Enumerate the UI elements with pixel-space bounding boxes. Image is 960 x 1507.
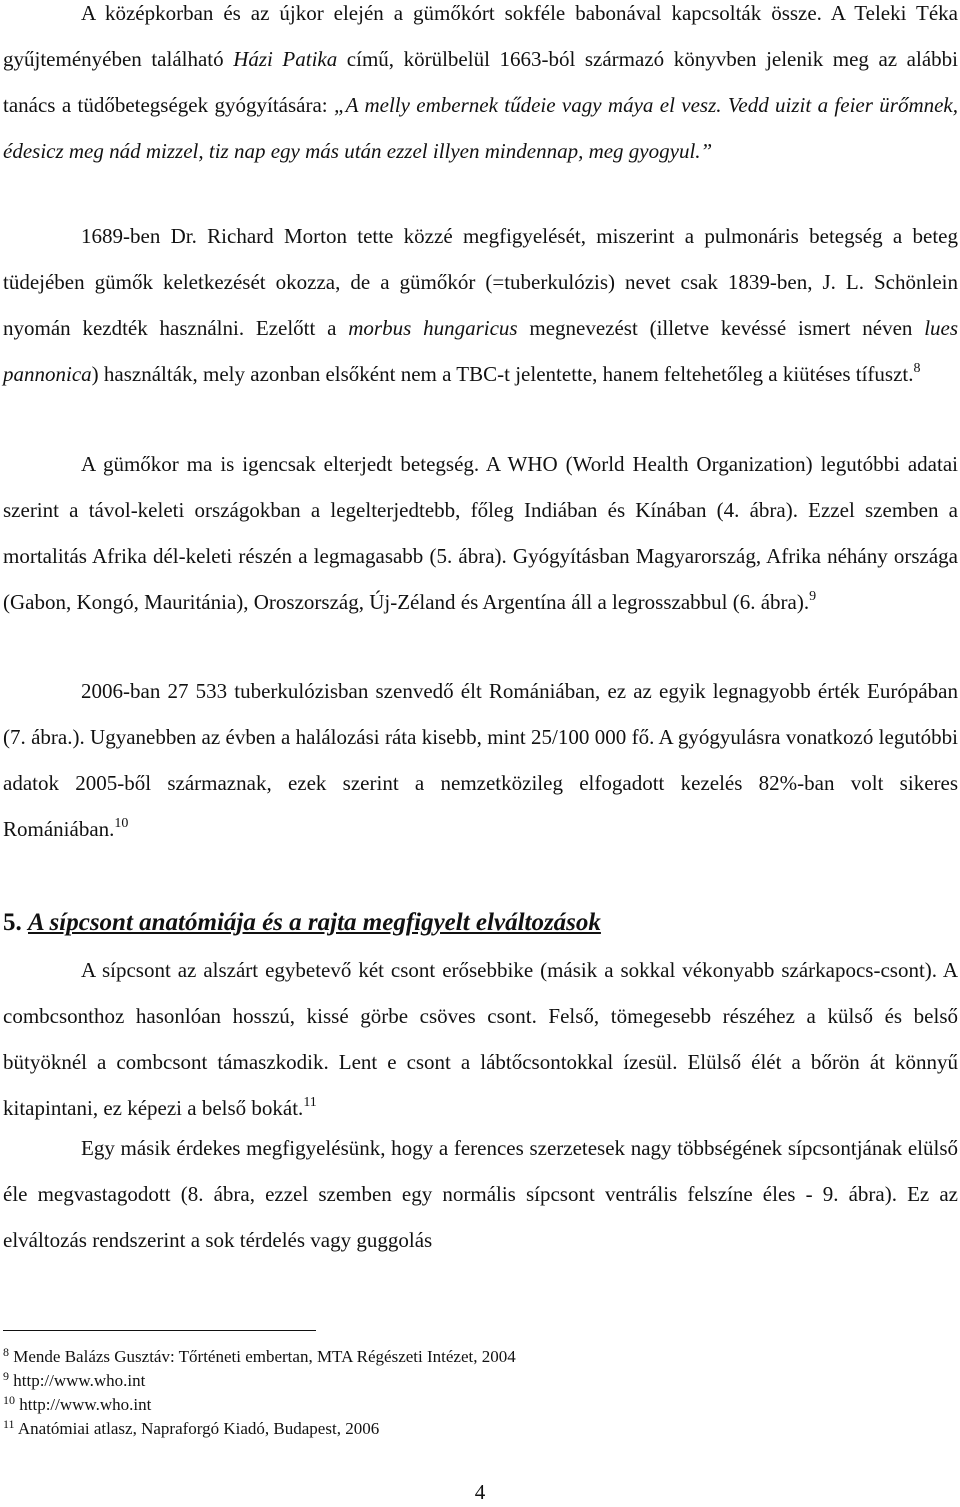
paragraph-who-data bbox=[0, 441, 960, 625]
text: A középkorban és az újkor elején a gümőkórt sokféle babonával kapcsolták össze. A Teleki Téka gyűjteményében található bbox=[3, 1, 958, 71]
footnote-link[interactable]: http://www.who.int bbox=[13, 1371, 146, 1390]
footnote-text: Anatómiai atlasz, Napraforgó Kiadó, Budapest, 2006 bbox=[17, 1419, 380, 1438]
text: megnevezést (illetve kevéssé ismert néven bbox=[517, 316, 925, 340]
page-number: 4 bbox=[474, 1480, 486, 1504]
text: 2006-ban 27 533 tuberkulózisban szenvedő élt Romániában, ez az egyik legnagyobb érték Európában (7. ábra.). Ugyanebben az évben a halálozási ráta kisebb, mint 25/100 000 fő. A gyógyulásra vonatkozó legutóbbi adatok 2005-ből származnak, ezek szerint a nemzetközileg elfogadott kezelés 82%-ban volt sikeres Romániában. bbox=[3, 679, 958, 841]
footnotes bbox=[3, 1345, 950, 1441]
paragraph-observation bbox=[0, 1125, 960, 1263]
footnote bbox=[3, 1369, 950, 1393]
footnote-ref: 11 bbox=[303, 1095, 317, 1110]
latin-term: lues pannonica bbox=[3, 316, 959, 386]
latin-term: morbus hungaricus bbox=[348, 316, 518, 340]
footnote-number: 9 bbox=[3, 1369, 9, 1383]
paragraph-folk-remedies bbox=[0, 0, 960, 174]
footnote-divider bbox=[3, 1330, 316, 1331]
footnote bbox=[3, 1417, 950, 1441]
footnote-text: Mende Balázs Gusztáv: Tőrténeti embertan, MTA Régészeti Intézet, 2004 bbox=[13, 1347, 516, 1366]
footnote-number: 11 bbox=[3, 1417, 15, 1431]
quotation: „A melly embernek tűdeie vagy máya el vesz. Vedd uizit a feier ürőmnek, édesicz meg nád mizzel, tiz nap egy más után ezzel illyen mindennap, meg gyogyul.” bbox=[3, 93, 958, 163]
footnote-number: 10 bbox=[3, 1393, 15, 1407]
text: ) használták, mely azonban elsőként nem a TBC-t jelentette, hanem feltehetőleg a kiütéses tífuszt. bbox=[91, 362, 914, 386]
section-number: 5. bbox=[3, 909, 22, 936]
text: Egy másik érdekes megfigyelésünk, hogy a ferences szerzetesek nagy többségének sípcsontjának elülső éle megvastagodott (8. ábra, ezzel szemben egy normális sípcsont ventrális felszíne éles - 9. ábra). Ez az elváltozás rendszerint a sok térdelés vagy guggolás bbox=[3, 1136, 958, 1252]
text: 1689-ben Dr. Richard Morton tette közzé megfigyelését, miszerint a pulmonáris betegség a beteg tüdejében gümők keletkezését okozza, de a gümőkór (=tuberkulózis) nevet csak 1839-ben, J. L. Schönlein nyomán kezdték használni. Ezelőtt a bbox=[3, 224, 958, 340]
section-title: A sípcsont anatómiája és a rajta megfigyelt elváltozások bbox=[28, 909, 601, 936]
footnote bbox=[3, 1345, 950, 1369]
section-heading bbox=[3, 900, 601, 946]
paragraph-history bbox=[0, 213, 960, 397]
footnote-link[interactable]: http://www.who.int bbox=[19, 1395, 152, 1414]
paragraph-tibia-anatomy bbox=[0, 947, 960, 1131]
footnote bbox=[3, 1393, 950, 1417]
text: A gümőkor ma is igencsak elterjedt betegség. A WHO (World Health Organization) legutóbbi adatai szerint a távol-keleti országokban a legelterjedtebb, főleg Indiában és Kínában (4. ábra). Ezzel szemben a mortalitás Afrika dél-keleti részén a legmagasabb (5. ábra). Gyógyításban Magyarország, Afrika néhány országa (Gabon, Kongó, Mauritánia), Oroszország, Új-Zéland és Argentína áll a legrosszabbul (6. ábra). bbox=[3, 452, 958, 614]
footnote-ref: 8 bbox=[913, 361, 921, 376]
book-title: Házi Patika bbox=[233, 47, 338, 71]
text: A sípcsont az alszárt egybetevő két csont erősebbike (másik a sokkal vékonyabb szárkapocs-csont). A combcsonthoz hasonlóan hosszú, kissé görbe csöves csont. Felső, tömegesebb részéhez a külső és belső bütyöknél a combcsont támaszkodik. Lent e csont a lábtőcsontokkal ízesül. Elülső élét a bőrön át könnyű kitapintani, ez képezi a belső bokát. bbox=[3, 958, 958, 1120]
paragraph-romania bbox=[0, 668, 960, 852]
footnote-ref: 9 bbox=[809, 589, 817, 604]
footnote-number: 8 bbox=[3, 1345, 9, 1359]
footnote-ref: 10 bbox=[114, 816, 129, 831]
text: című, körülbelül 1663-ból származó könyvben jelenik meg az alábbi tanács a tüdőbetegségek gyógyítására: bbox=[3, 47, 958, 117]
